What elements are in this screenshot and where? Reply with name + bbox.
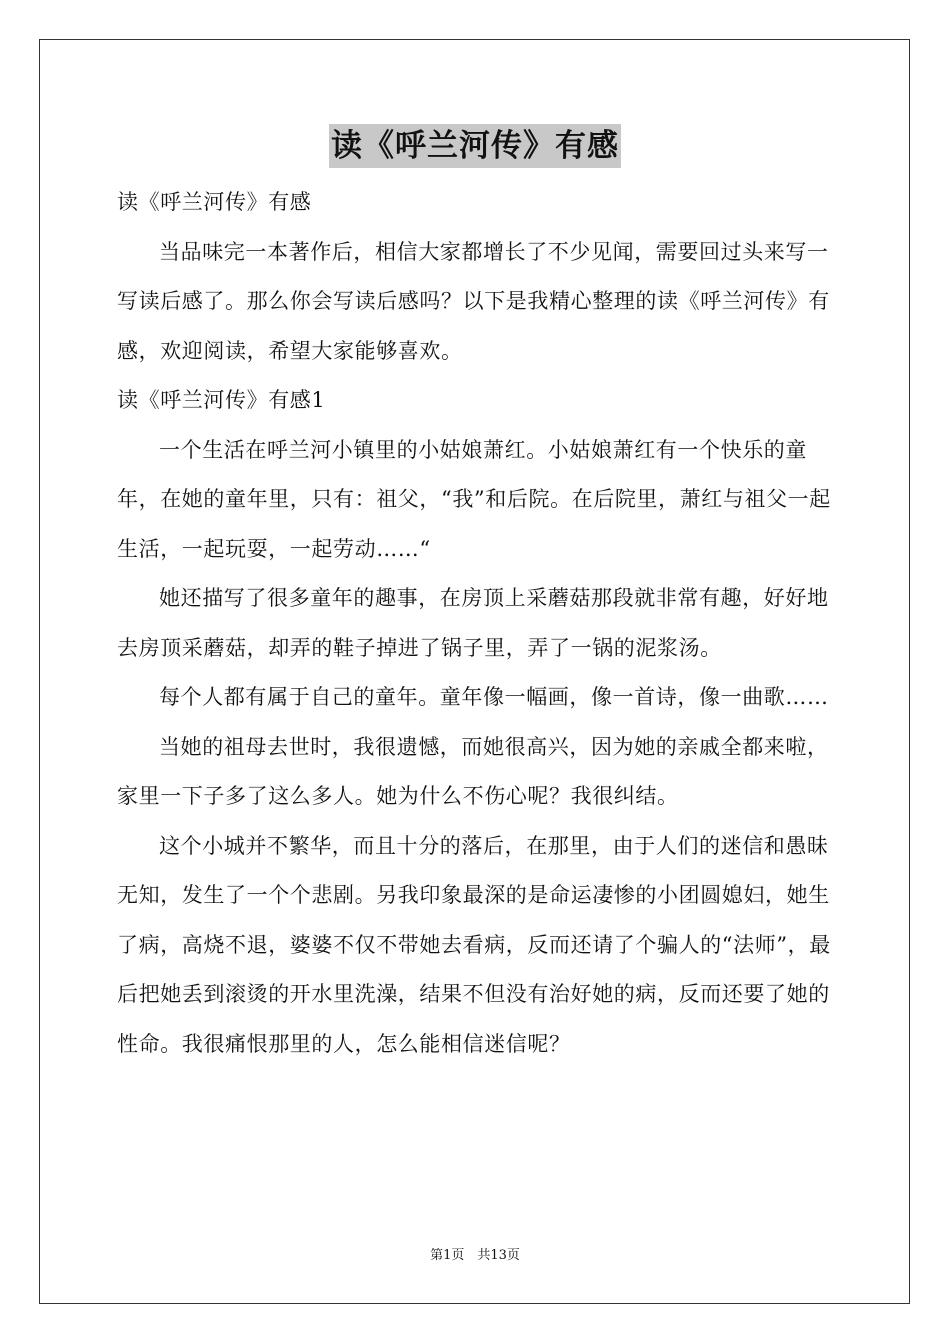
document-subtitle: 读《呼兰河传》有感 [117,190,312,214]
title-container [0,124,950,168]
page-number: 第1页 共13页 [430,1248,520,1263]
paragraph-1: 一个生活在呼兰河小镇里的小姑娘萧红。小姑娘萧红有一个快乐的童年，在她的童年里，只有：祖父，“我”和后院。在后院里，萧红与祖父一起生活，一起玩耍，一起劳动……“ [117,437,831,561]
paragraph-2: 她还描写了很多童年的趣事，在房顶上采蘑菇那段就非常有趣，好好地去房顶采蘑菇，却弄的鞋子掉进了锅子里，弄了一锅的泥浆汤。 [117,586,829,660]
paragraph-3: 每个人都有属于自己的童年。童年像一幅画，像一首诗，像一曲歌…… [159,685,829,709]
paragraph-4: 当她的祖母去世时，我很遗憾，而她很高兴，因为她的亲戚全都来啦，家里一下子多了这么多人。她为什么不伤心呢？我很纠结。 [117,734,829,808]
section-heading: 读《呼兰河传》有感1 [117,388,326,412]
document-title: 读《呼兰河传》有感 [329,124,621,168]
document-body [117,178,839,1069]
paragraph-5: 这个小城并不繁华，而且十分的落后，在那里，由于人们的迷信和愚昧无知，发生了一个个悲剧。另我印象最深的是命运凄惨的小团圆媳妇，她生了病，高烧不退，婆婆不仅不带她去看病，反而还请了个骗人的“法师”，最后把她丢到滚烫的开水里洗澡，结果不但没有治好她的病，反而还要了她的性命。我很痛恨那里的人，怎么能相信迷信呢？ [117,833,831,1056]
page-footer [0,1247,950,1265]
intro-paragraph: 当品味完一本著作后，相信大家都增长了不少见闻，需要回过头来写一写读后感了。那么你会写读后感吗？以下是我精心整理的读《呼兰河传》有感，欢迎阅读，希望大家能够喜欢。 [117,239,830,363]
